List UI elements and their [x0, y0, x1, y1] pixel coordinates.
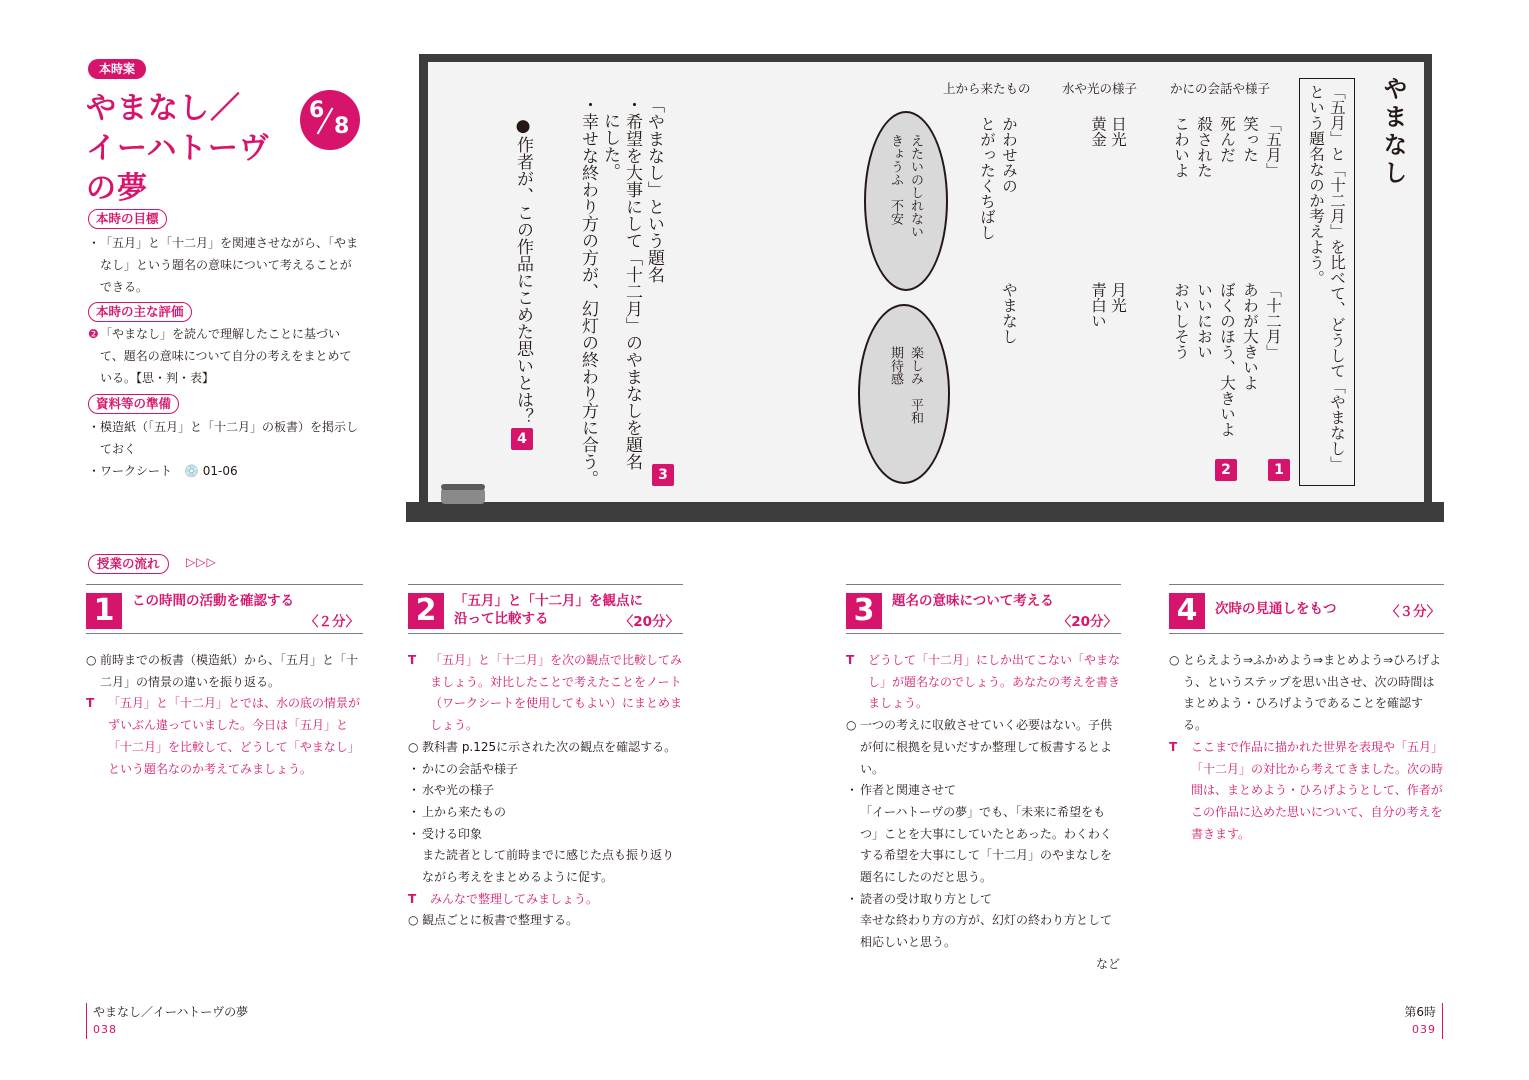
step-3-body: [846, 650, 1122, 976]
activity-text: 一つの考えに収斂させていく必要はない。子供が何に根拠を見いだすか整理して板書するとよい。: [860, 718, 1113, 776]
goal-text: [88, 232, 363, 298]
materials-label: 資料等の準備: [88, 394, 179, 414]
dec-label: 「十二月」: [1264, 282, 1282, 360]
callout-2: 2: [1215, 459, 1237, 481]
board-final-question: ●作者が、この作品にこめた思いとは？: [513, 116, 533, 425]
viewpoint-item: ・ 受ける印象: [408, 824, 684, 846]
evaluation-text: [88, 323, 363, 389]
board-heading-crab: かにの会話や様子: [1170, 81, 1271, 96]
may-light: 日光: [1109, 116, 1127, 147]
step-1-time: 〈２分〉: [305, 614, 359, 630]
dec-light: 青白い: [1089, 282, 1107, 329]
oval-anxiety-text: えたいのしれない: [908, 134, 923, 238]
eval-item: [88, 323, 363, 389]
goal-item-text: 「五月」と「十二月」を関連させながら、「やまなし」という題名の意味について考えることができる。: [100, 236, 359, 294]
may-from: とがったくちばし: [978, 116, 996, 240]
board-title: やまなし: [1379, 76, 1408, 188]
may-line: こわいよ: [1172, 116, 1190, 178]
activity-text: 教科書 p.125に示された次の観点を確認する。: [422, 739, 677, 754]
footer-left-title: やまなし／イーハトーヴの夢: [93, 1005, 249, 1019]
step-4-body: [1169, 650, 1445, 845]
callout-1: 1: [1268, 459, 1290, 481]
step-1-body: [86, 650, 363, 780]
example-text: 作者と関連させて: [860, 783, 957, 798]
board-question-2: という題名なのか考えよう。: [1307, 84, 1325, 286]
step-3-title: 題名の意味について考える: [892, 593, 1054, 609]
blackboard-ledge: [406, 502, 1444, 522]
step-4-title: 次時の見通しをもつ: [1215, 601, 1337, 617]
dec-from: やまなし: [1000, 282, 1018, 344]
example-detail: 「イーハトーヴの夢」でも、「未来に希望をもつ」ことを大事にしていたとあった。わくわくする希望を大事にして「十二月」のやまなしを題名にしたのだと思う。: [860, 804, 1113, 885]
oval-hope: [858, 304, 950, 484]
board-idea: ・希望を大事にして「十二月」のやまなしを題名: [622, 96, 642, 470]
eraser-icon: [441, 488, 485, 504]
materials-item: [88, 416, 363, 460]
viewpoint-text: 受ける印象: [422, 826, 483, 841]
teacher-text: ここまで作品に描かれた世界を表現や「五月」「十二月」の対比から考えてきました。次の時間は、まとめよう・ひろげようとして、作者がこの作品に込めた思いについて、自分の考えを書きます。: [1191, 739, 1444, 841]
oval-hope-text: 期待感: [888, 346, 903, 385]
step-2-header: [408, 584, 683, 634]
activity-item: ○ 前時までの板書（模造紙）から、「五月」と「十二月」の情景の違いを振り返る。: [86, 650, 363, 693]
board-idea: にした。: [600, 112, 620, 180]
board-heading-above: 上から来たもの: [943, 81, 1031, 96]
activity-item: ○ 教科書 p.125に示された次の観点を確認する。: [408, 737, 684, 759]
step-2-title-1: 「五月」と「十二月」を観点に: [454, 593, 643, 609]
footer-right-title: 第6時: [1404, 1005, 1436, 1019]
teacher-line: T 「五月」と「十二月」とでは、水の底の情景がずいぶん違っていました。今日は「五月」と「十二月」を比較して、どうして「やまなし」という題名なのか考えてみましょう。: [86, 693, 363, 780]
title-line-1: やまなし／: [86, 91, 241, 126]
example-detail: 幸せな終わり方の方が、幻灯の終わり方として相応しいと思う。: [860, 913, 1113, 950]
goal-label: 本時の目標: [88, 209, 167, 229]
step-4-header: [1169, 584, 1444, 634]
step-2-time: 〈20分〉: [619, 614, 679, 630]
step-4-number: 4: [1169, 593, 1205, 629]
viewpoint-item: ・ 水や光の様子: [408, 780, 684, 802]
example-item: ・ 作者と関連させて: [846, 780, 1122, 802]
lesson-total: 8: [334, 114, 350, 139]
step-3-time: 〈20分〉: [1057, 614, 1117, 630]
viewpoint-text: かにの会話や様子: [422, 761, 519, 776]
lesson-number: 6: [309, 98, 325, 123]
step-2-number: 2: [408, 593, 444, 629]
dec-light: 月光: [1109, 282, 1127, 313]
step-1-header: [86, 584, 363, 634]
activity-item: ○ とらえよう⇒ふかめよう⇒まとめよう⇒ひろげよう、というステップを思い出させ、次の時間はまとめよう・ひろげようであることを確認する。: [1169, 650, 1445, 737]
step-3-number: 3: [846, 593, 882, 629]
oval-anxiety-text: きょうふ 不安: [888, 134, 903, 225]
page-title: [86, 89, 306, 209]
activity-text: とらえよう⇒ふかめよう⇒まとめよう⇒ひろげよう、というステップを思い出させ、次の時間はまとめよう・ひろげようであることを確認する。: [1183, 653, 1442, 733]
activity-text: 前時までの板書（模造紙）から、「五月」と「十二月」の情景の違いを振り返る。: [100, 653, 359, 689]
may-line: 殺された: [1195, 116, 1213, 178]
dec-line: おいしそう: [1172, 282, 1190, 360]
example-item: ・ 読者の受け取り方として: [846, 889, 1122, 911]
materials-item-text: 模造紙（「五月」と「十二月」の板書）を掲示しておく: [100, 420, 359, 456]
may-from: かわせみの: [1000, 116, 1018, 194]
dec-line: あわが大きいよ: [1241, 282, 1259, 391]
viewpoint-text: 上から来たもの: [422, 804, 507, 819]
step-4-time: 〈３分〉: [1386, 604, 1440, 620]
board-idea: 「やまなし」という題名: [644, 96, 664, 283]
page-number-left: 038: [93, 1023, 117, 1036]
evaluation-label: 本時の主な評価: [88, 302, 192, 322]
lesson-plan-tag: 本時案: [88, 59, 146, 79]
etc-text: など: [1095, 956, 1120, 971]
teacher-text: どうして「十二月」にしか出てこない「やまなし」が題名なのでしょう。あなたの考えを書きましょう。: [868, 653, 1121, 711]
callout-3: 3: [652, 464, 674, 486]
footer-left: [86, 1003, 248, 1039]
materials-text: [88, 416, 363, 482]
teacher-line: T ここまで作品に描かれた世界を表現や「五月」「十二月」の対比から考えてきました。次の時間は、まとめよう・ひろげようとして、作者がこの作品に込めた思いについて、自分の考えを書きます。: [1169, 737, 1445, 846]
oval-hope-text: 楽しみ 平和: [908, 346, 923, 424]
teacher-text: みんなで整理してみましょう。: [430, 891, 599, 906]
step-2-title: [454, 592, 643, 628]
may-light: 黄金: [1089, 116, 1107, 147]
may-line: 死んだ: [1218, 116, 1236, 163]
note-text: また読者として前時までに感じた点も振り返りながら考えをまとめるように促す。: [422, 848, 675, 885]
viewpoint-text: 水や光の様子: [422, 783, 495, 798]
step-2-title-2: 沿って比較する: [454, 611, 549, 627]
materials-item: [88, 460, 363, 482]
flow-arrows-icon: ▷▷▷: [186, 555, 217, 569]
eval-number-icon: ❷: [88, 327, 99, 341]
activity-text: 観点ごとに板書で整理する。: [422, 913, 579, 928]
step-3-header: [846, 584, 1121, 634]
may-line: 笑った: [1241, 116, 1259, 163]
teacher-line: T どうして「十二月」にしか出てこない「やまなし」が題名なのでしょう。あなたの考えを書きましょう。: [846, 650, 1122, 715]
activity-item: ○ 一つの考えに収斂させていく必要はない。子供が何に根拠を見いだすか整理して板書するとよい。: [846, 715, 1122, 780]
viewpoint-item: ・ 上から来たもの: [408, 802, 684, 824]
step-2-body: [408, 650, 684, 932]
lesson-number-badge: [300, 90, 360, 150]
title-line-3: の夢: [86, 171, 148, 206]
board-heading-water: 水や光の様子: [1062, 81, 1138, 96]
may-label: 「五月」: [1264, 116, 1282, 178]
bullet: ・: [88, 420, 101, 434]
teacher-line: T みんなで整理してみましょう。: [408, 889, 684, 911]
teacher-line: T 「五月」と「十二月」を次の観点で比較してみましょう。対比したことで考えたことをノート（ワークシートを使用してもよい）にまとめましょう。: [408, 650, 684, 737]
eval-item-text: 「やまなし」を読んで理解したことに基づいて、題名の意味について自分の考えをまとめている。【思・判・表】: [100, 327, 352, 385]
title-line-2: イーハトーヴ: [86, 131, 270, 166]
lesson-flow-label: 授業の流れ: [88, 554, 169, 574]
step-1-title: この時間の活動を確認する: [132, 593, 294, 609]
page-number-right: 039: [1412, 1023, 1436, 1036]
board-idea: ・幸せな終わり方の方が、幻灯の終わり方に合う。: [578, 96, 598, 487]
goal-item: [88, 232, 363, 298]
footer-right: [1404, 1003, 1443, 1039]
example-text: 読者の受け取り方として: [860, 891, 993, 906]
activity-item: ○ 観点ごとに板書で整理する。: [408, 910, 684, 932]
bullet: ・: [88, 464, 101, 478]
callout-4: 4: [511, 428, 533, 450]
dec-line: ぼくのほう、大きいよ: [1218, 282, 1236, 437]
teacher-text: 「五月」と「十二月」とでは、水の底の情景がずいぶん違っていました。今日は「五月」と「十二月」を比較して、どうして「やまなし」という題名なのか考えてみましょう。: [108, 696, 361, 776]
viewpoint-item: ・ かにの会話や様子: [408, 759, 684, 781]
teacher-text: 「五月」と「十二月」を次の観点で比較してみましょう。対比したことで考えたことをノート（ワークシートを使用してもよい）にまとめましょう。: [430, 653, 683, 733]
materials-item-text: ワークシート 💿 01-06: [100, 464, 238, 478]
bullet: ・: [88, 236, 101, 250]
board-question-1: 「五月」と「十二月」を比べて、どうして「やまなし」: [1328, 84, 1346, 472]
dec-line: いいにおい: [1195, 282, 1213, 360]
step-1-number: 1: [86, 593, 122, 629]
